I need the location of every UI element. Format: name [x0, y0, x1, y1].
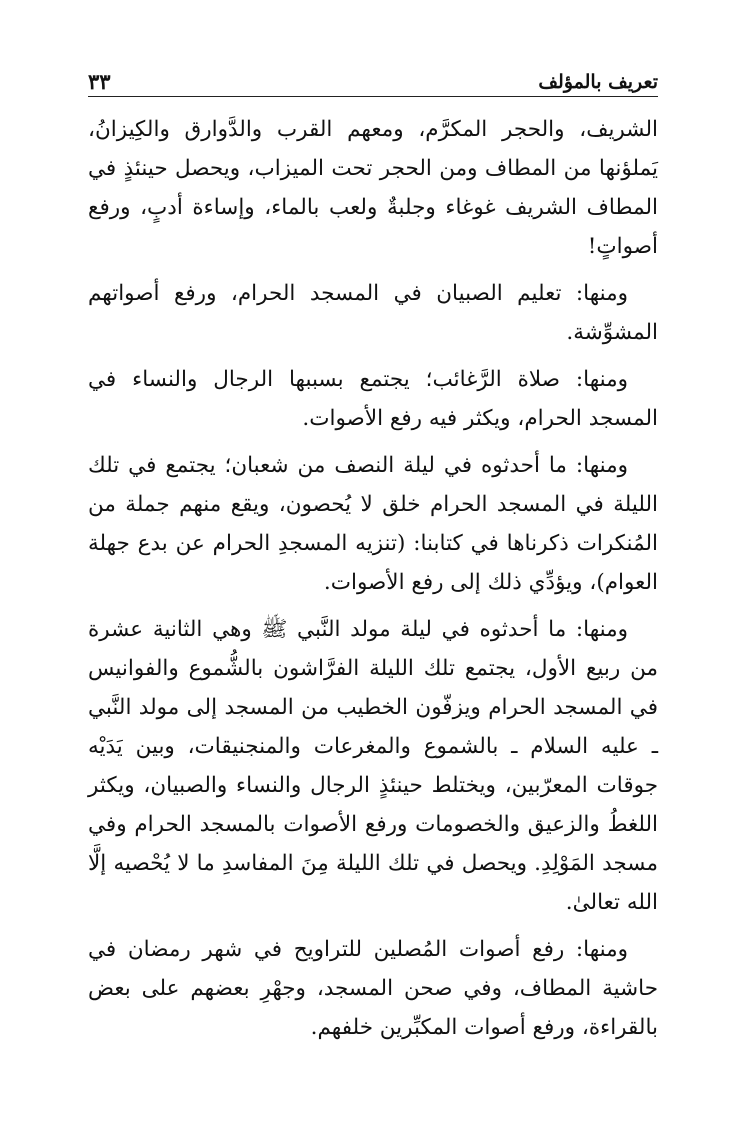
paragraph: ومنها: ما أحدثوه في ليلة النصف من شعبان؛ يجتمع في تلك الليلة في المسجد الحرام خلق لا يُحصون، ويقع منهم جملة من المُنكرات ذكرناها في كتابنا: (تنزيه المسجدِ الحرام عن بدع جهلة العوام)، ويؤدِّي ذلك إلى رفع الأصوات. — [88, 453, 658, 595]
page-number: ٣٣ — [88, 69, 111, 94]
paragraph: ومنها: صلاة الرَّغائب؛ يجتمع بسببها الرجال والنساء في المسجد الحرام، ويكثر فيه رفع الأصوات. — [88, 367, 658, 431]
paragraph: ومنها: تعليم الصبيان في المسجد الحرام، ورفع أصواتهم المشوِّشة. — [88, 281, 658, 345]
body-text — [88, 110, 658, 1055]
paragraph: ومنها: رفع أصوات المُصلين للتراويح في شهر رمضان في حاشية المطاف، وفي صحن المسجد، وجهْرِ بعضهم على بعض بالقراءة، ورفع أصوات المكبِّرين خلفهم. — [88, 937, 658, 1040]
paragraph: الشريف، والحجر المكرَّم، ومعهم القرب والدَّوارق والكِيزانُ، يَملؤنها من المطاف ومن الحجر تحت الميزاب، ويحصل حينئذٍ في المطاف الشريف غوغاء وجلبةٌ ولعب بالماء، وإساءة أدبٍ، ورفع أصواتٍ! — [88, 117, 658, 259]
page-header — [88, 56, 658, 97]
paragraph: ومنها: ما أحدثوه في ليلة مولد النَّبي ﷺ وهي الثانية عشرة من ربيع الأول، يجتمع تلك الليلة الفرَّاشون بالشُّموع والفوانيس في المسجد الحرام ويزفّون الخطيب من المسجد إلى مولد النَّبي ـ عليه السلام ـ بالشموع والمغرعات والمنجنيقات، وبين يَدَيْه جوقات المعرّبين، ويختلط حينئذٍ الرجال والنساء والصبيان، ويكثر اللغطُ والزعيق والخصومات ورفع الأصوات بالمسجد الحرام وفي مسجد المَوْلِدِ. ويحصل في تلك الليلة مِنَ المفاسدِ ما لا يُحْصيه إلَّا الله تعالىٰ. — [88, 617, 658, 915]
running-title: تعريف بالمؤلف — [538, 71, 658, 93]
